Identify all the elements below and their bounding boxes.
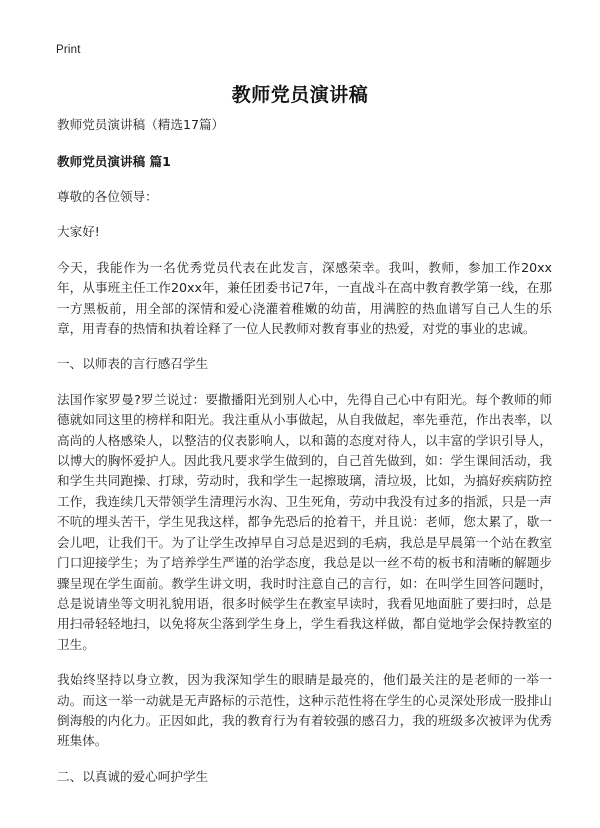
paragraph: 法国作家罗曼?罗兰说过：要撒播阳光到别人心中，先得自己心中有阳光。每个教师的师德就如同这里的榜样和阳光。我注重从小事做起，从自我做起，率先垂范，作出表率，以高尚的人格感染人，以整洁的仪表影响人，以和蔼的态度对待人，以丰富的学识引导人，以博大的胸怀爱护人。因此我凡要求学生做到的，自己首先做到，如：学生课间活动，我和学生共同跑操、打球，劳动时，我和学生一起擦玻璃，清垃圾，比如，为搞好疾病防控工作，我连续几天带领学生清理污水沟、卫生死角，劳动中我没有过多的指派，只是一声不吭的埋头苦干，学生见我这样，都争先恐后的抢着干，并且说：老师，您太累了，歇一会儿吧，让我们干。为了让学生改掉早自习总是迟到的毛病，我总是早晨第一个站在教室门口迎接学生；为了培养学生严谨的治学态度，我总是以一丝不苟的板书和清晰的解题步骤呈现在学生面前。教学生讲文明，我时时注意自己的言行，如：在叫学生回答问题时，总是说请坐等文明礼貌用语，很多时候学生在教室早读时，我看见地面脏了要扫时，总是用扫帚轻轻地扫，以免将灰尘落到学生身上，学生看我这样做，都自觉地学会保持教室的卫生。 <box>57 391 552 652</box>
print-link[interactable]: Print <box>56 44 81 56</box>
greeting-line: 尊敬的各位领导： <box>57 189 158 204</box>
article-heading: 教师党员演讲稿 篇1 <box>57 154 171 169</box>
section-heading: 二、以真诚的爱心呵护学生 <box>57 768 209 784</box>
greeting-line: 大家好! <box>57 224 100 240</box>
section-heading: 一、以师表的言行感召学生 <box>57 356 209 372</box>
paragraph: 今天，我能作为一名优秀党员代表在此发言，深感荣幸。我叫，教师，参加工作20xx年，从事班主任工作20xx年，兼任团委书记7年，一直战斗在高中教育教学第一线，在那一方黑板前，用全部的深情和爱心浇灌着稚嫩的幼苗，用满腔的热血谱写自己人生的乐章，用青春的热情和执着诠释了一位人民教师对教育事业的热爱，对党的事业的忠诚。 <box>57 259 552 337</box>
document-subtitle: 教师党员演讲稿（精选17篇） <box>57 117 225 132</box>
document-body <box>57 115 552 802</box>
page-title: 教师党员演讲稿 <box>231 84 369 106</box>
paragraph: 我始终坚持以身立教，因为我深知学生的眼睛是最亮的，他们最关注的是老师的一举一动。而这一举一动就是无声路标的示范性，这种示范性将在学生的心灵深处形成一股排山倒海般的内化力。正因如此，我的教育行为有着较强的感召力，我的班级多次被评为优秀班集体。 <box>57 672 552 749</box>
